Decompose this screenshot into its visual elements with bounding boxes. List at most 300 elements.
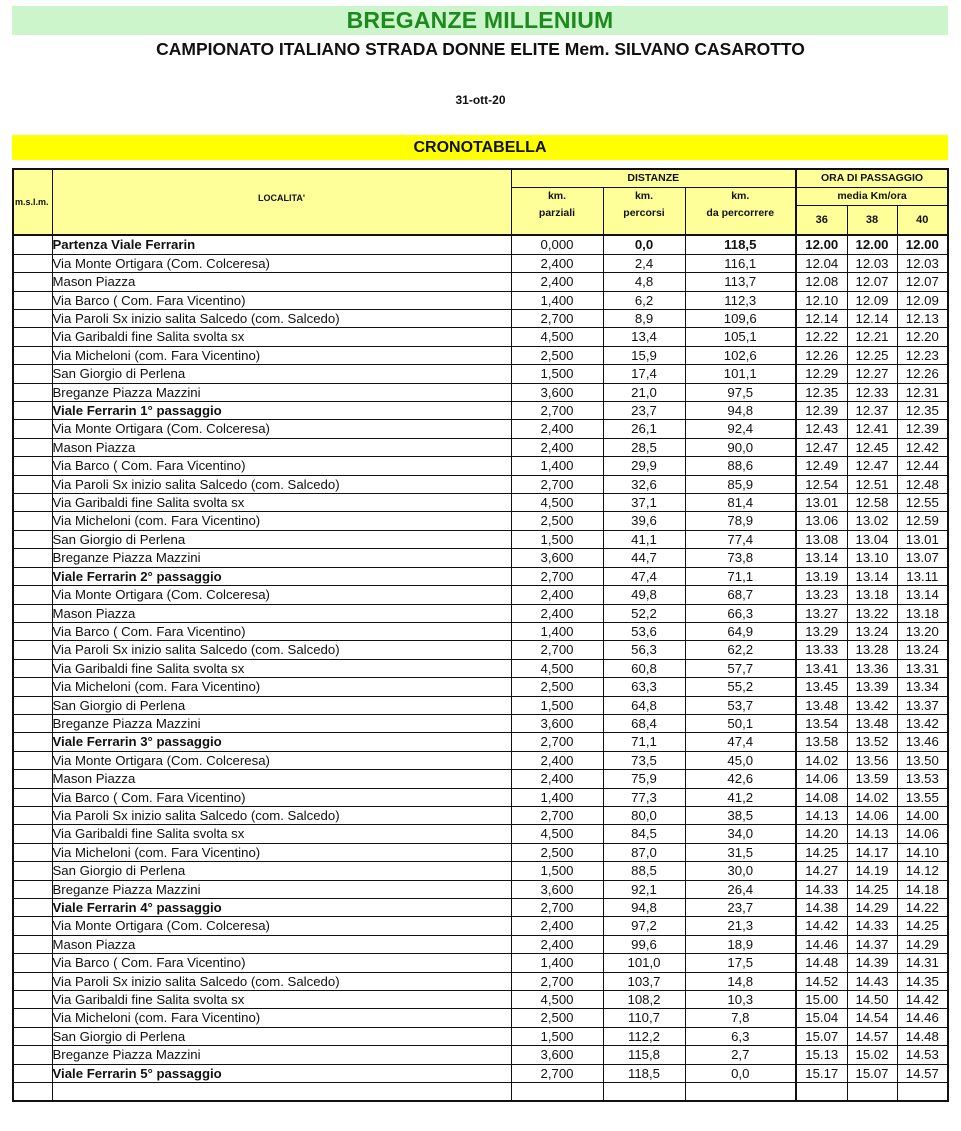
cell-time-40: 12.07 — [897, 273, 948, 291]
table-row — [13, 972, 948, 990]
cell-msl — [13, 843, 52, 861]
cell-msl — [13, 402, 52, 420]
cell-localita: Viale Ferrarin 1° passaggio — [52, 402, 511, 420]
table-row — [13, 843, 948, 861]
table-row — [13, 899, 948, 917]
cell-km-da-percorrere: 30,0 — [685, 862, 796, 880]
header-km-da-percorrere — [685, 188, 796, 236]
cell-km-parziali: 1,400 — [511, 622, 603, 640]
cell-msl — [13, 935, 52, 953]
cell-localita — [52, 1083, 511, 1102]
cell-km-percorsi: 99,6 — [603, 935, 685, 953]
cell-localita: Via Garibaldi fine Salita svolta sx — [52, 494, 511, 512]
cell-time-36: 12.08 — [796, 273, 847, 291]
cell-time-36: 12.49 — [796, 457, 847, 475]
cell-km-parziali: 2,400 — [511, 586, 603, 604]
cell-localita: Via Monte Ortigara (Com. Colceresa) — [52, 254, 511, 272]
cell-msl — [13, 273, 52, 291]
cell-km-da-percorrere: 0,0 — [685, 1064, 796, 1082]
table-row — [13, 402, 948, 420]
header-distanze: DISTANZE — [511, 169, 796, 188]
cell-time-36: 14.27 — [796, 862, 847, 880]
event-date: 31-ott-20 — [455, 93, 506, 107]
cell-km-parziali: 2,700 — [511, 806, 603, 824]
cell-msl — [13, 917, 52, 935]
cell-time-38: 12.45 — [847, 438, 897, 456]
section-title: CRONOTABELLA — [413, 139, 547, 156]
cell-km-percorsi: 97,2 — [603, 917, 685, 935]
cell-localita: Mason Piazza — [52, 273, 511, 291]
cell-localita: Breganze Piazza Mazzini — [52, 714, 511, 732]
cell-time-38: 12.00 — [847, 235, 897, 254]
cell-time-40: 14.18 — [897, 880, 948, 898]
table-row — [13, 604, 948, 622]
cell-km-parziali: 3,600 — [511, 880, 603, 898]
cell-km-parziali: 2,700 — [511, 310, 603, 328]
cell-time-40: 14.57 — [897, 1064, 948, 1082]
cell-time-38: 13.10 — [847, 549, 897, 567]
cell-km-percorsi: 21,0 — [603, 383, 685, 401]
cell-time-36: 14.13 — [796, 806, 847, 824]
cell-km-da-percorrere: 85,9 — [685, 475, 796, 493]
table-row — [13, 383, 948, 401]
cell-km-da-percorrere: 90,0 — [685, 438, 796, 456]
cell-time-38: 15.07 — [847, 1064, 897, 1082]
cell-km-percorsi: 84,5 — [603, 825, 685, 843]
cell-time-36: 12.43 — [796, 420, 847, 438]
cell-time-38: 13.59 — [847, 770, 897, 788]
cell-km-parziali: 2,400 — [511, 770, 603, 788]
cell-time-38: 14.54 — [847, 1009, 897, 1027]
cell-time-36: 13.08 — [796, 530, 847, 548]
cell-km-parziali: 3,600 — [511, 714, 603, 732]
cell-km-parziali: 2,400 — [511, 254, 603, 272]
cell-time-38: 12.07 — [847, 273, 897, 291]
table-row — [13, 328, 948, 346]
cell-msl — [13, 512, 52, 530]
cell-time-40: 12.55 — [897, 494, 948, 512]
cell-km-percorsi: 32,6 — [603, 475, 685, 493]
cell-msl — [13, 622, 52, 640]
cell-km-da-percorrere: 68,7 — [685, 586, 796, 604]
cell-km-parziali: 1,500 — [511, 530, 603, 548]
cell-time-36: 13.41 — [796, 659, 847, 677]
cell-time-36: 15.04 — [796, 1009, 847, 1027]
cell-time-36: 13.29 — [796, 622, 847, 640]
cell-km-percorsi: 68,4 — [603, 714, 685, 732]
cell-msl — [13, 678, 52, 696]
cell-localita: Via Paroli Sx inizio salita Salcedo (com. Salcedo) — [52, 641, 511, 659]
table-row — [13, 862, 948, 880]
cell-time-36: 13.45 — [796, 678, 847, 696]
header-km-percorsi-line1: km. — [634, 190, 654, 203]
cell-localita: Via Monte Ortigara (Com. Colceresa) — [52, 586, 511, 604]
cell-localita: Mason Piazza — [52, 935, 511, 953]
cell-km-da-percorrere: 109,6 — [685, 310, 796, 328]
header-km-parziali-line1: km. — [547, 190, 567, 203]
table-row — [13, 917, 948, 935]
cell-time-36: 13.23 — [796, 586, 847, 604]
cell-time-40: 14.53 — [897, 1046, 948, 1064]
cell-msl — [13, 254, 52, 272]
cell-localita: Via Barco ( Com. Fara Vicentino) — [52, 622, 511, 640]
cell-time-36: 14.02 — [796, 751, 847, 769]
cell-km-da-percorrere: 105,1 — [685, 328, 796, 346]
cell-km-da-percorrere: 102,6 — [685, 346, 796, 364]
cell-km-percorsi: 88,5 — [603, 862, 685, 880]
cell-msl — [13, 604, 52, 622]
cell-km-parziali: 1,400 — [511, 788, 603, 806]
cell-time-38: 14.29 — [847, 899, 897, 917]
cell-km-da-percorrere: 18,9 — [685, 935, 796, 953]
cell-msl — [13, 954, 52, 972]
cell-time-38: 12.37 — [847, 402, 897, 420]
cell-time-38: 13.28 — [847, 641, 897, 659]
table-row — [13, 512, 948, 530]
cell-time-36 — [796, 1083, 847, 1102]
cell-msl — [13, 659, 52, 677]
table-row — [13, 254, 948, 272]
cell-km-percorsi: 53,6 — [603, 622, 685, 640]
cell-localita: Partenza Viale Ferrarin — [52, 235, 511, 254]
cell-time-38: 13.52 — [847, 733, 897, 751]
cell-msl — [13, 235, 52, 254]
cell-km-da-percorrere: 6,3 — [685, 1027, 796, 1045]
cell-time-40: 12.39 — [897, 420, 948, 438]
cell-msl — [13, 641, 52, 659]
cell-time-40: 13.07 — [897, 549, 948, 567]
table-row — [13, 714, 948, 732]
cell-msl — [13, 862, 52, 880]
cell-km-da-percorrere: 21,3 — [685, 917, 796, 935]
table-row — [13, 1027, 948, 1045]
cell-msl — [13, 457, 52, 475]
cell-time-38 — [847, 1083, 897, 1102]
cell-km-parziali: 2,400 — [511, 751, 603, 769]
cell-km-da-percorrere: 57,7 — [685, 659, 796, 677]
header-speed-36: 36 — [796, 205, 847, 235]
table-row — [13, 530, 948, 548]
cell-time-40: 13.01 — [897, 530, 948, 548]
cell-time-38: 14.57 — [847, 1027, 897, 1045]
cell-km-da-percorrere: 113,7 — [685, 273, 796, 291]
cell-msl — [13, 475, 52, 493]
cell-msl — [13, 972, 52, 990]
cell-msl — [13, 714, 52, 732]
cell-km-da-percorrere: 81,4 — [685, 494, 796, 512]
cell-localita: San Giorgio di Perlena — [52, 1027, 511, 1045]
cell-localita: Via Garibaldi fine Salita svolta sx — [52, 991, 511, 1009]
cell-time-36: 14.52 — [796, 972, 847, 990]
cell-time-38: 12.47 — [847, 457, 897, 475]
cell-km-percorsi: 28,5 — [603, 438, 685, 456]
cell-km-da-percorrere — [685, 1083, 796, 1102]
cell-km-parziali — [511, 1083, 603, 1102]
cell-km-percorsi: 56,3 — [603, 641, 685, 659]
cell-km-da-percorrere: 97,5 — [685, 383, 796, 401]
cell-time-40: 12.23 — [897, 346, 948, 364]
cell-km-percorsi: 49,8 — [603, 586, 685, 604]
cell-time-36: 13.54 — [796, 714, 847, 732]
cell-time-36: 14.38 — [796, 899, 847, 917]
cell-time-36: 14.08 — [796, 788, 847, 806]
cell-km-da-percorrere: 92,4 — [685, 420, 796, 438]
cell-msl — [13, 530, 52, 548]
cell-msl — [13, 549, 52, 567]
title-band — [12, 6, 948, 35]
cell-km-percorsi: 75,9 — [603, 770, 685, 788]
cell-time-38: 12.09 — [847, 291, 897, 309]
cell-km-parziali: 4,500 — [511, 328, 603, 346]
table-row — [13, 310, 948, 328]
cell-km-da-percorrere: 47,4 — [685, 733, 796, 751]
cell-km-percorsi: 94,8 — [603, 899, 685, 917]
cell-localita: Mason Piazza — [52, 770, 511, 788]
cell-time-36: 15.17 — [796, 1064, 847, 1082]
cell-msl — [13, 365, 52, 383]
header-km-percorsi-line2: percorsi — [623, 207, 665, 220]
cell-time-38: 14.50 — [847, 991, 897, 1009]
cell-time-40: 14.35 — [897, 972, 948, 990]
cell-km-parziali: 1,500 — [511, 696, 603, 714]
cell-time-36: 13.27 — [796, 604, 847, 622]
cell-km-percorsi: 26,1 — [603, 420, 685, 438]
cell-time-36: 12.10 — [796, 291, 847, 309]
cell-km-da-percorrere: 62,2 — [685, 641, 796, 659]
cell-km-parziali: 2,700 — [511, 475, 603, 493]
cell-time-38: 14.39 — [847, 954, 897, 972]
table-row — [13, 346, 948, 364]
cell-time-36: 15.07 — [796, 1027, 847, 1045]
cell-time-40: 14.42 — [897, 991, 948, 1009]
table-row — [13, 641, 948, 659]
cell-time-40: 12.59 — [897, 512, 948, 530]
cell-time-36: 13.58 — [796, 733, 847, 751]
cell-km-da-percorrere: 14,8 — [685, 972, 796, 990]
cell-time-38: 12.03 — [847, 254, 897, 272]
cell-time-38: 12.33 — [847, 383, 897, 401]
cell-km-parziali: 1,500 — [511, 862, 603, 880]
cell-time-36: 13.14 — [796, 549, 847, 567]
cell-time-36: 15.13 — [796, 1046, 847, 1064]
cell-time-36: 13.06 — [796, 512, 847, 530]
cell-time-40: 14.29 — [897, 935, 948, 953]
cell-km-da-percorrere: 2,7 — [685, 1046, 796, 1064]
cell-time-40: 12.44 — [897, 457, 948, 475]
cell-localita: Via Micheloni (com. Fara Vicentino) — [52, 843, 511, 861]
cell-km-da-percorrere: 41,2 — [685, 788, 796, 806]
table-row — [13, 954, 948, 972]
cell-msl — [13, 383, 52, 401]
cell-time-40: 12.20 — [897, 328, 948, 346]
cell-km-da-percorrere: 112,3 — [685, 291, 796, 309]
table-row — [13, 586, 948, 604]
cell-localita: Via Barco ( Com. Fara Vicentino) — [52, 291, 511, 309]
cell-km-percorsi: 92,1 — [603, 880, 685, 898]
cell-msl — [13, 310, 52, 328]
cell-time-38: 12.27 — [847, 365, 897, 383]
cell-km-percorsi: 29,9 — [603, 457, 685, 475]
cell-time-38: 13.18 — [847, 586, 897, 604]
cell-km-percorsi — [603, 1083, 685, 1102]
cell-time-40: 12.00 — [897, 235, 948, 254]
cell-km-percorsi: 4,8 — [603, 273, 685, 291]
cell-localita: Via Barco ( Com. Fara Vicentino) — [52, 954, 511, 972]
cell-time-36: 12.47 — [796, 438, 847, 456]
cell-time-40: 14.10 — [897, 843, 948, 861]
cell-km-da-percorrere: 17,5 — [685, 954, 796, 972]
header-localita: LOCALITA' — [52, 169, 511, 235]
cell-time-40: 12.31 — [897, 383, 948, 401]
table-row — [13, 1064, 948, 1082]
cell-km-percorsi: 63,3 — [603, 678, 685, 696]
cell-km-da-percorrere: 73,8 — [685, 549, 796, 567]
table-row — [13, 1009, 948, 1027]
table-row — [13, 733, 948, 751]
cell-km-da-percorrere: 94,8 — [685, 402, 796, 420]
cell-time-36: 14.06 — [796, 770, 847, 788]
cell-msl — [13, 494, 52, 512]
cell-km-percorsi: 37,1 — [603, 494, 685, 512]
cell-time-36: 13.19 — [796, 567, 847, 585]
table-row — [13, 751, 948, 769]
cell-localita: Viale Ferrarin 3° passaggio — [52, 733, 511, 751]
table-row — [13, 1046, 948, 1064]
cell-km-da-percorrere: 26,4 — [685, 880, 796, 898]
cell-localita: Via Monte Ortigara (Com. Colceresa) — [52, 751, 511, 769]
cell-time-40: 12.09 — [897, 291, 948, 309]
cell-time-38: 14.06 — [847, 806, 897, 824]
cell-localita: Via Paroli Sx inizio salita Salcedo (com. Salcedo) — [52, 310, 511, 328]
cell-time-40: 14.31 — [897, 954, 948, 972]
cell-km-da-percorrere: 38,5 — [685, 806, 796, 824]
cell-km-da-percorrere: 116,1 — [685, 254, 796, 272]
cell-km-parziali: 2,700 — [511, 402, 603, 420]
cell-km-parziali: 1,500 — [511, 1027, 603, 1045]
cell-time-40: 13.18 — [897, 604, 948, 622]
cell-localita: Via Paroli Sx inizio salita Salcedo (com. Salcedo) — [52, 806, 511, 824]
table-row — [13, 880, 948, 898]
cell-km-parziali: 4,500 — [511, 659, 603, 677]
cell-time-40: 13.31 — [897, 659, 948, 677]
table-row — [13, 696, 948, 714]
cell-time-40: 14.00 — [897, 806, 948, 824]
cell-msl — [13, 420, 52, 438]
cell-msl — [13, 1064, 52, 1082]
cell-km-parziali: 1,400 — [511, 291, 603, 309]
table-row — [13, 494, 948, 512]
cell-time-40: 14.12 — [897, 862, 948, 880]
cell-msl — [13, 880, 52, 898]
header-media: media Km/ora — [796, 188, 948, 205]
cell-localita: San Giorgio di Perlena — [52, 365, 511, 383]
cell-time-36: 12.26 — [796, 346, 847, 364]
cell-msl — [13, 1027, 52, 1045]
cell-msl — [13, 1046, 52, 1064]
cell-time-38: 12.58 — [847, 494, 897, 512]
cell-km-percorsi: 0,0 — [603, 235, 685, 254]
cell-localita: Via Micheloni (com. Fara Vicentino) — [52, 346, 511, 364]
cell-km-da-percorrere: 42,6 — [685, 770, 796, 788]
table-row — [13, 770, 948, 788]
cell-localita: Via Garibaldi fine Salita svolta sx — [52, 825, 511, 843]
cell-localita: Viale Ferrarin 4° passaggio — [52, 899, 511, 917]
table-row — [13, 659, 948, 677]
cell-km-percorsi: 23,7 — [603, 402, 685, 420]
table-row — [13, 1083, 948, 1102]
cell-time-36: 14.46 — [796, 935, 847, 953]
cell-time-36: 12.35 — [796, 383, 847, 401]
cell-km-percorsi: 47,4 — [603, 567, 685, 585]
cell-time-40: 12.13 — [897, 310, 948, 328]
cell-km-parziali: 2,700 — [511, 899, 603, 917]
cell-km-parziali: 2,500 — [511, 678, 603, 696]
table-row — [13, 475, 948, 493]
table-row — [13, 825, 948, 843]
cell-localita: Via Paroli Sx inizio salita Salcedo (com. Salcedo) — [52, 972, 511, 990]
table-row — [13, 438, 948, 456]
cell-km-da-percorrere: 50,1 — [685, 714, 796, 732]
header-km-da-percorrere-line1: km. — [731, 190, 750, 203]
cell-msl — [13, 567, 52, 585]
cell-km-da-percorrere: 64,9 — [685, 622, 796, 640]
cell-km-da-percorrere: 7,8 — [685, 1009, 796, 1027]
cell-time-40: 13.50 — [897, 751, 948, 769]
cell-km-percorsi: 101,0 — [603, 954, 685, 972]
cell-time-40: 14.25 — [897, 917, 948, 935]
cell-time-40: 12.26 — [897, 365, 948, 383]
cell-time-36: 13.48 — [796, 696, 847, 714]
cell-km-da-percorrere: 78,9 — [685, 512, 796, 530]
cell-km-percorsi: 52,2 — [603, 604, 685, 622]
cell-km-parziali: 4,500 — [511, 494, 603, 512]
header-speed-38: 38 — [847, 205, 897, 235]
cell-km-da-percorrere: 53,7 — [685, 696, 796, 714]
table-row — [13, 291, 948, 309]
cell-time-36: 14.42 — [796, 917, 847, 935]
cell-msl — [13, 733, 52, 751]
event-subtitle: CAMPIONATO ITALIANO STRADA DONNE ELITE Mem. SILVANO CASAROTTO — [156, 39, 805, 59]
header-km-parziali-line2: parziali — [538, 207, 576, 220]
cell-localita: San Giorgio di Perlena — [52, 862, 511, 880]
cell-km-parziali: 2,500 — [511, 346, 603, 364]
table-row — [13, 678, 948, 696]
cell-localita: Via Paroli Sx inizio salita Salcedo (com. Salcedo) — [52, 475, 511, 493]
cell-time-40: 13.34 — [897, 678, 948, 696]
cell-time-38: 13.56 — [847, 751, 897, 769]
cell-msl — [13, 806, 52, 824]
cell-km-da-percorrere: 55,2 — [685, 678, 796, 696]
cell-km-parziali: 2,700 — [511, 567, 603, 585]
cell-km-percorsi: 60,8 — [603, 659, 685, 677]
cell-km-percorsi: 73,5 — [603, 751, 685, 769]
cell-time-38: 14.13 — [847, 825, 897, 843]
cell-time-40 — [897, 1083, 948, 1102]
cell-time-40: 13.11 — [897, 567, 948, 585]
cell-time-36: 12.29 — [796, 365, 847, 383]
cell-time-38: 15.02 — [847, 1046, 897, 1064]
cell-localita: Breganze Piazza Mazzini — [52, 880, 511, 898]
cell-msl — [13, 1009, 52, 1027]
cell-time-36: 14.33 — [796, 880, 847, 898]
cell-localita: Via Barco ( Com. Fara Vicentino) — [52, 788, 511, 806]
cell-time-40: 12.42 — [897, 438, 948, 456]
header-km-da-percorrere-line2: da percorrere — [706, 207, 775, 220]
table-row — [13, 365, 948, 383]
table-row — [13, 420, 948, 438]
cell-msl — [13, 751, 52, 769]
cell-time-38: 13.48 — [847, 714, 897, 732]
